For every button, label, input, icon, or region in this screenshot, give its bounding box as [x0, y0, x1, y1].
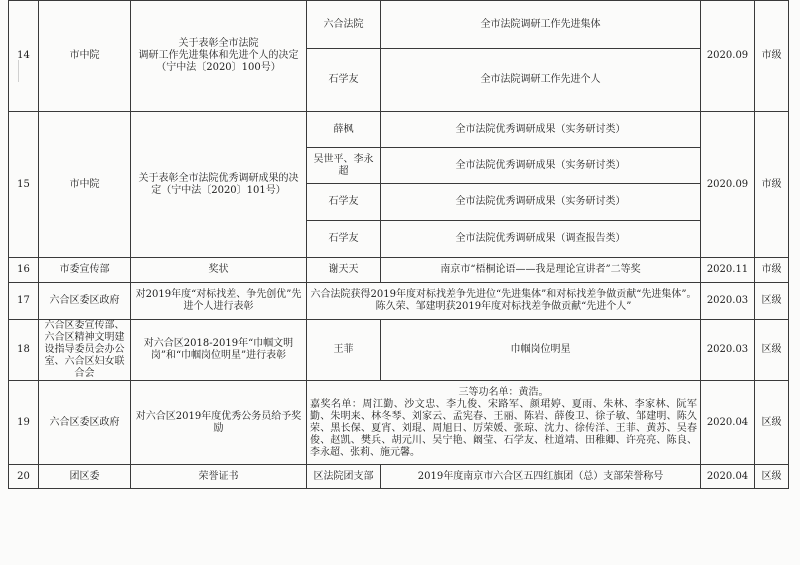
document-title: 关于表彰全市法院优秀调研成果的决定（宁中法〔2020〕101号）	[131, 112, 307, 258]
document-title: 对六合区2018-2019年“巾帼文明岗”和“巾帼岗位明星”进行表彰	[131, 320, 307, 381]
row-number: 17	[9, 283, 39, 320]
award-name: 全市法院优秀调研成果（实务研讨类）	[381, 148, 701, 184]
award-name: 南京市“梧桐论语——我是理论宣讲者”二等奖	[381, 258, 701, 283]
honor-roll-cell	[307, 381, 701, 465]
recipient: 谢天天	[307, 258, 381, 283]
award-name: 全市法院优秀调研成果（调查报告类）	[381, 221, 701, 258]
table-row-20	[9, 465, 789, 489]
row-number: 18	[9, 320, 39, 381]
table-row-14	[9, 1, 789, 49]
award-name: 全市法院优秀调研成果（实务研讨类）	[381, 112, 701, 148]
award-level: 市级	[755, 112, 789, 258]
recipient: 石学友	[307, 184, 381, 221]
award-date: 2020.03	[701, 320, 755, 381]
row-number: 20	[9, 465, 39, 489]
issuing-body: 六合区委区政府	[39, 381, 131, 465]
recipient: 区法院团支部	[307, 465, 381, 489]
row-number: 15	[9, 112, 39, 258]
commendation-list: 嘉奖名单：周江勤、沙文忠、李九俊、宋路军、颜珺婷、夏雨、朱林、李家林、阮军勤、朱明来、林冬琴、刘家云、孟宪春、王丽、陈岩、薛俊卫、徐子敏、邹建明、陈久荣、黑长保、夏宵、刘琨、周旭日、厉荣媛、张琼、沈力、徐传洋、王菲、黄苏、吴春俊、赵凯、樊兵、胡元川、吴宁艳、阚莹、石学友、杜道靖、田稚卿、许亮亮、陈良、李永超、张莉、施元馨。	[310, 398, 697, 458]
issuing-body: 六合区委区政府	[39, 283, 131, 320]
issuing-body: 团区委	[39, 465, 131, 489]
award-name: 六合法院获得2019年度对标找差争先进位“先进集体”和对标找差争做贡献“先进集体”。陈久荣、邹建明获2019年度对标找差争做贡献“先进个人”	[307, 283, 701, 320]
recipient: 吴世平、李永超	[307, 148, 381, 184]
recipient: 石学友	[307, 221, 381, 258]
award-level: 市级	[755, 1, 789, 112]
awards-table	[8, 0, 789, 489]
recipient: 王菲	[307, 320, 381, 381]
table-row-17	[9, 283, 789, 320]
document-title: 奖状	[131, 258, 307, 283]
award-name: 全市法院调研工作先进个人	[381, 49, 701, 112]
award-name: 巾帼岗位明星	[381, 320, 701, 381]
award-level: 市级	[755, 258, 789, 283]
award-date: 2020.09	[701, 1, 755, 112]
award-name: 全市法院调研工作先进集体	[381, 1, 701, 49]
merit-list-title: 三等功名单：黄浩。	[458, 386, 549, 398]
document-title: 对2019年度“对标找差、争先创优”先进个人进行表彰	[131, 283, 307, 320]
award-date: 2020.04	[701, 381, 755, 465]
issuing-body: 市中院	[39, 1, 131, 112]
award-date: 2020.04	[701, 465, 755, 489]
document-title: 关于表彰全市法院 调研工作先进集体和先进个人的决定 （宁中法〔2020〕100号）	[131, 1, 307, 112]
award-level: 区级	[755, 465, 789, 489]
table-row-16	[9, 258, 789, 283]
award-level: 区级	[755, 320, 789, 381]
award-date: 2020.09	[701, 112, 755, 258]
award-level: 区级	[755, 283, 789, 320]
issuing-body: 市委宣传部	[39, 258, 131, 283]
issuing-body: 市中院	[39, 112, 131, 258]
row-number: 19	[9, 381, 39, 465]
row-number: 14	[9, 1, 39, 112]
recipient: 六合法院	[307, 1, 381, 49]
award-name: 全市法院优秀调研成果（实务研讨类）	[381, 184, 701, 221]
document-title: 对六合区2019年度优秀公务员给予奖励	[131, 381, 307, 465]
recipient: 薛枫	[307, 112, 381, 148]
recipient: 石学友	[307, 49, 381, 112]
table-row-15	[9, 112, 789, 148]
issuing-body: 六合区委宣传部、六合区精神文明建设指导委员会办公室、六合区妇女联合会	[39, 320, 131, 381]
table-row-18	[9, 320, 789, 381]
row-number: 16	[9, 258, 39, 283]
table-row-19	[9, 381, 789, 465]
award-date: 2020.03	[701, 283, 755, 320]
award-level: 区级	[755, 381, 789, 465]
award-date: 2020.11	[701, 258, 755, 283]
award-name: 2019年度南京市六合区五四红旗团（总）支部荣誉称号	[381, 465, 701, 489]
document-title: 荣誉证书	[131, 465, 307, 489]
